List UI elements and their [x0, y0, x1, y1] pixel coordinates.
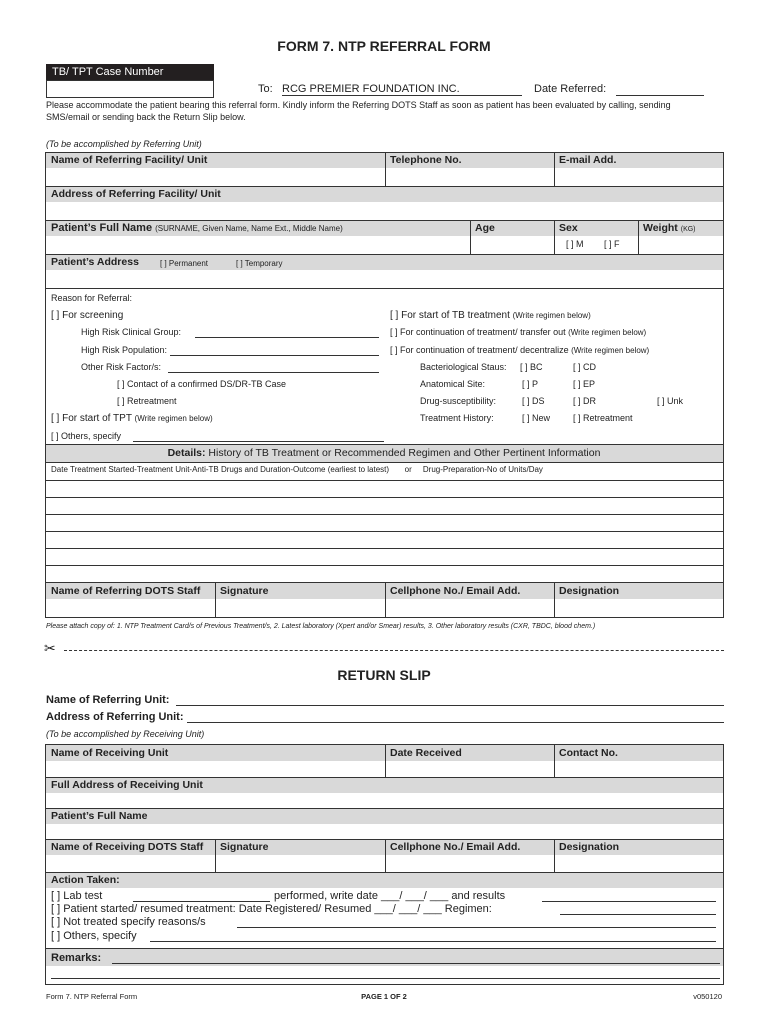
- attach-note: Please attach copy of: 1. NTP Treatment Card/s of Previous Treatment/s, 2. Latest laboratory (Xpert and/or Smear) results, 3. Other laboratory results (CXR, TBDC, blood chem.): [46, 623, 596, 630]
- staff-cellphone-label: Cellphone No./ Email Add.: [390, 585, 521, 597]
- drug-susceptibility-label: Drug-susceptibility:: [420, 396, 497, 406]
- date-received-label: Date Received: [390, 747, 462, 759]
- remarks-field[interactable]: [112, 963, 720, 964]
- cut-line: [64, 650, 724, 651]
- contact-label: Contact No.: [559, 747, 618, 759]
- other-risk-field[interactable]: [168, 372, 379, 373]
- bacteriological-label: Bacteriological Staus:: [420, 362, 507, 372]
- sex-m-checkbox[interactable]: [ ] M: [566, 239, 584, 249]
- cd-checkbox[interactable]: [ ] CD: [573, 362, 597, 372]
- patient-address-label: Patient’s Address: [51, 256, 139, 268]
- footer-center: PAGE 1 OF 2: [361, 992, 407, 1001]
- staff-designation-label: Designation: [559, 585, 620, 597]
- high-risk-clinical-field[interactable]: [195, 337, 379, 338]
- reason-title: Reason for Referral:: [51, 293, 133, 303]
- form-title: FORM 7. NTP REFERRAL FORM: [277, 38, 491, 54]
- receiving-address-label: Full Address of Receiving Unit: [51, 779, 203, 791]
- receiving-staff-label: Name of Receiving DOTS Staff: [51, 841, 204, 853]
- telephone-label: Telephone No.: [390, 154, 462, 166]
- details-header: Details: History of TB Treatment or Recommended Regimen and Other Pertinent Information: [167, 447, 601, 459]
- receiving-note: (To be accomplished by Receiving Unit): [46, 729, 205, 739]
- high-risk-population-field[interactable]: [170, 355, 379, 356]
- patient-started-checkbox[interactable]: [ ] Patient started/ resumed treatment: Date Registered/ Resumed ___/ ___/ ___ Regimen:: [51, 903, 492, 915]
- high-risk-clinical-label: High Risk Clinical Group:: [81, 327, 182, 337]
- to-label: To:: [258, 83, 273, 95]
- results-field[interactable]: [542, 901, 716, 902]
- return-others-checkbox[interactable]: [ ] Others, specify: [51, 930, 137, 942]
- unk-checkbox[interactable]: [ ] Unk: [657, 396, 684, 406]
- intro-text-2: SMS/email or sending back the Return Slip below.: [46, 112, 246, 122]
- referring-unit-label: Name of Referring Unit:: [46, 694, 170, 706]
- case-number-label: TB/ TPT Case Number: [46, 64, 214, 80]
- anatomical-label: Anatomical Site:: [420, 379, 486, 389]
- receiving-cellphone-label: Cellphone No./ Email Add.: [390, 841, 521, 853]
- receiving-signature-label: Signature: [220, 841, 269, 853]
- remarks-label: Remarks:: [51, 952, 102, 964]
- temporary-checkbox[interactable]: [ ] Temporary: [236, 259, 283, 268]
- high-risk-population-label: High Risk Population:: [81, 345, 168, 355]
- not-treated-field[interactable]: [237, 927, 716, 928]
- date-referred-label: Date Referred:: [534, 83, 607, 95]
- return-title: RETURN SLIP: [337, 667, 431, 683]
- retreatment-checkbox[interactable]: [ ] Retreatment: [117, 396, 177, 406]
- receiving-name-label: Name of Receiving Unit: [51, 747, 169, 759]
- tpt-start-checkbox[interactable]: [ ] For start of TPT (Write regimen below): [51, 413, 213, 424]
- referring-address-field[interactable]: [187, 722, 724, 723]
- weight-label: Weight (KG): [643, 222, 696, 234]
- new-checkbox[interactable]: [ ] New: [522, 413, 551, 423]
- footer-left: Form 7. NTP Referral Form: [46, 992, 138, 1001]
- continuation-decentralize-checkbox[interactable]: [ ] For continuation of treatment/ decentralize (Write regimen below): [390, 345, 650, 355]
- referring-note: (To be accomplished by Referring Unit): [46, 139, 202, 149]
- staff-signature-label: Signature: [220, 585, 269, 597]
- others-checkbox[interactable]: [ ] Others, specify: [51, 431, 122, 441]
- ep-checkbox[interactable]: [ ] EP: [573, 379, 596, 389]
- p-checkbox[interactable]: [ ] P: [522, 379, 539, 389]
- remarks-field-2[interactable]: [51, 978, 720, 979]
- receiving-designation-label: Designation: [559, 841, 620, 853]
- ds-checkbox[interactable]: [ ] DS: [522, 396, 545, 406]
- contact-checkbox[interactable]: [ ] Contact of a confirmed DS/DR-TB Case: [117, 379, 287, 389]
- footer-right: v050120: [693, 992, 722, 1001]
- staff-name-label: Name of Referring DOTS Staff: [51, 585, 201, 597]
- scissors-icon: ✂: [44, 640, 56, 656]
- patient-name-hint: (SURNAME, Given Name, Name Ext., Middle Name): [155, 224, 343, 233]
- details-sub: Date Treatment Started-Treatment Unit-Anti-TB Drugs and Duration-Outcome (earliest to latest) or Drug-Preparation-No of Units/Day: [51, 465, 543, 474]
- sex-label: Sex: [559, 222, 578, 234]
- email-label: E-mail Add.: [559, 154, 617, 166]
- tb-start-checkbox[interactable]: [ ] For start of TB treatment (Write regimen below): [390, 310, 591, 321]
- not-treated-checkbox[interactable]: [ ] Not treated specify reasons/s: [51, 916, 206, 928]
- screening-checkbox[interactable]: [ ] For screening: [51, 310, 124, 321]
- sex-f-checkbox[interactable]: [ ] F: [604, 239, 620, 249]
- age-label: Age: [475, 222, 495, 234]
- action-taken-label: Action Taken:: [51, 874, 120, 886]
- intro-text: Please accommodate the patient bearing this referral form. Kindly inform the Referring DOTS Staff as soon as patient has been evaluated by calling, sending: [46, 100, 671, 110]
- date-referred-field[interactable]: [616, 95, 704, 96]
- lab-test-field[interactable]: [133, 901, 270, 902]
- facility-name-label: Name of Referring Facility/ Unit: [51, 154, 208, 166]
- others-field[interactable]: [133, 441, 384, 442]
- regimen-field[interactable]: [560, 914, 716, 915]
- other-risk-label: Other Risk Factor/s:: [81, 362, 162, 372]
- retreatment2-checkbox[interactable]: [ ] Retreatment: [573, 413, 633, 423]
- case-number-field[interactable]: [46, 80, 214, 98]
- bc-checkbox[interactable]: [ ] BC: [520, 362, 543, 372]
- dr-checkbox[interactable]: [ ] DR: [573, 396, 597, 406]
- patient-name-label: Patient’s Full Name (SURNAME, Given Name, Name Ext., Middle Name): [51, 222, 343, 234]
- permanent-checkbox[interactable]: [ ] Permanent: [160, 259, 209, 268]
- performed-label: performed, write date ___/ ___/ ___ and results: [274, 890, 506, 902]
- facility-address-label: Address of Referring Facility/ Unit: [51, 188, 221, 200]
- referring-address-label: Address of Referring Unit:: [46, 711, 184, 723]
- return-others-field[interactable]: [150, 941, 716, 942]
- to-value[interactable]: RCG PREMIER FOUNDATION INC.: [282, 83, 522, 96]
- return-patient-name-label: Patient’s Full Name: [51, 810, 148, 822]
- referring-unit-field[interactable]: [176, 705, 724, 706]
- treatment-history-label: Treatment History:: [420, 413, 494, 423]
- lab-test-checkbox[interactable]: [ ] Lab test: [51, 890, 103, 902]
- continuation-transfer-checkbox[interactable]: [ ] For continuation of treatment/ transfer out (Write regimen below): [390, 327, 647, 337]
